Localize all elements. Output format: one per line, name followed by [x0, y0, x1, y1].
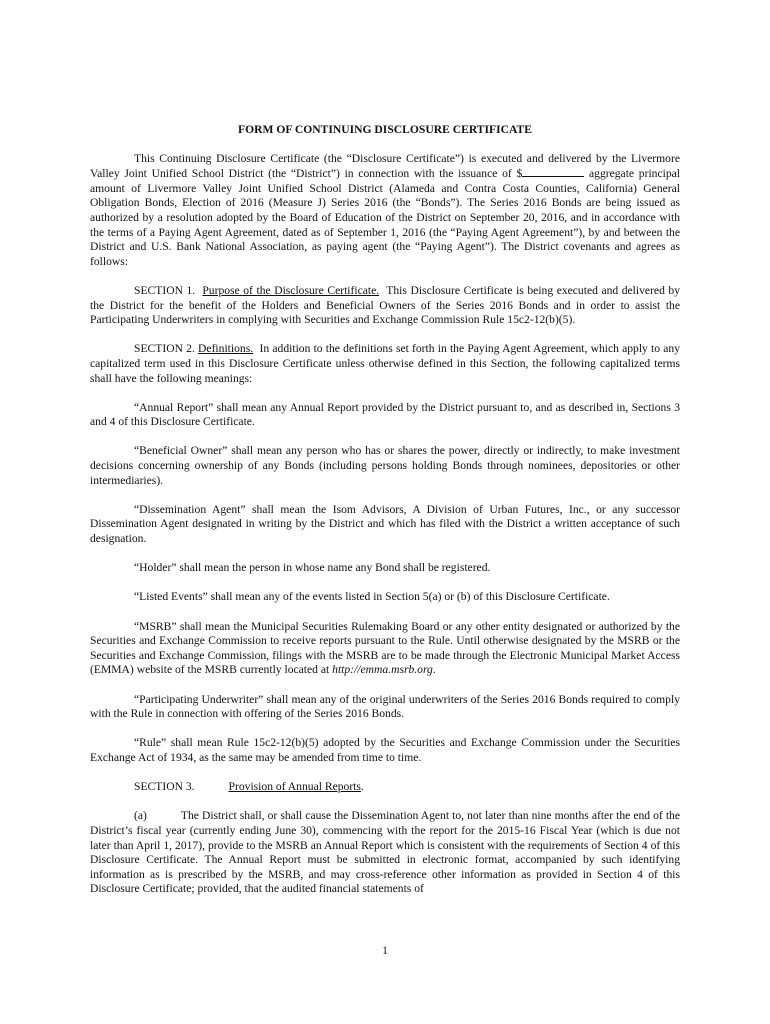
definition-annual-report: “Annual Report” shall mean any Annual Report provided by the District pursuant to, and as described in, Sections 3 and 4 of this Disclosure Certificate.	[90, 400, 680, 429]
section-1-text: This Disclosure Certificate is being executed and delivered by the District for the benefit of the Holders and Beneficial Owners of the Series 2016 Bonds and in order to assist the Participating Underwriters in complying with Securities and Exchange Commission Rule 15c2-12(b)(5).	[90, 283, 681, 327]
intro-text-start: This Continuing Disclosure Certificate (the “Disclosure Certificate”) is executed and delivered by the Livermore Valley Joint Unified School District (the “District”) in connection with the issuance of $	[90, 151, 680, 181]
section-3a-text: The District shall, or shall cause the Dissemination Agent to, not later than nine months after the end of the District’s fiscal year (currently ending June 30), commencing with the report for the 2015-16 Fiscal Year (which is due not later than April 1, 2017), provide to the MSRB an Annual Report which is consistent with the requirements of Section 4 of this Disclosure Certificate. The Annual Report must be submitted in electronic format, accompanied by such identifying information as is prescribed by the MSRB, and may cross-reference other information as provided in Section 4 of this Disclosure Certificate; provided, that the audited financial statements of	[90, 809, 680, 896]
section-2-label: SECTION 2.	[134, 342, 195, 356]
emma-link[interactable]: http://emma.msrb.org	[332, 663, 433, 677]
intro-paragraph	[90, 152, 680, 270]
intro-text-end: aggregate principal amount of Livermore Valley Joint Unified School District (Alameda and Contra Costa Counties, California) General Obligation Bonds, Election of 2016 (Measure J) Series 2016 (the “Bonds”). The Series 2016 Bonds are being issued as authorized by a resolution adopted by the Board of Education of the District on September 20, 2016, and in accordance with the terms of a Paying Agent Agreement, dated as of September 1, 2016 (the “Paying Agent Agreement”), by and between the District and U.S. Bank National Association, as paying agent (the “Paying Agent”). The District covenants and agrees as follows:	[90, 167, 680, 268]
document-title: FORM OF CONTINUING DISCLOSURE CERTIFICATE	[238, 123, 532, 136]
section-2-paragraph	[90, 342, 680, 386]
section-1-heading: Purpose of the Disclosure Certificate.	[202, 283, 380, 297]
page-number: 1	[382, 944, 388, 957]
section-1-label: SECTION 1.	[134, 283, 196, 297]
definition-rule: “Rule” shall mean Rule 15c2-12(b)(5) adopted by the Securities and Exchange Commission under the Securities Exchange Act of 1934, as the same may be amended from time to time.	[90, 736, 680, 764]
section-3a-label: (a)	[134, 809, 147, 823]
section-1-paragraph	[90, 284, 680, 328]
section-3-heading-end: .	[360, 780, 364, 794]
document-body	[90, 123, 680, 911]
section-2-heading: Definitions.	[198, 342, 254, 356]
msrb-text: “MSRB” shall mean the Municipal Securities Rulemaking Board or any other entity designated or authorized by the Securities and Exchange Commission to receive reports pursuant to the Rule. Until otherwise designated by the MSRB or the Securities and Exchange Commission, filings with the MSRB are to be made through the Electronic Municipal Market Access (EMMA) website of the MSRB currently located at	[90, 619, 680, 677]
section-3-heading: Provision of Annual Reports	[228, 780, 361, 794]
definition-beneficial-owner: “Beneficial Owner” shall mean any person who has or shares the power, directly or indirectly, to make investment decisions concerning ownership of any Bonds (including persons holding Bonds through nominees, depositories or other intermediaries).	[90, 444, 680, 487]
definition-holder: “Holder” shall mean the person in whose name any Bond shall be registered.	[134, 561, 491, 575]
definition-dissemination-agent: “Dissemination Agent” shall mean the Isom Advisors, A Division of Urban Futures, Inc., or any successor Dissemination Agent designated in writing by the District and which has filed with the District a written acceptance of such designation.	[90, 502, 680, 546]
section-3-heading-line	[90, 780, 680, 795]
amount-blank	[522, 166, 584, 177]
section-2-text: In addition to the definitions set forth in the Paying Agent Agreement, which apply to any capitalized term used in this Disclosure Certificate unless otherwise defined in this Section, the following capitalized terms shall have the following meanings:	[90, 342, 681, 385]
section-3a-paragraph	[90, 809, 680, 897]
section-3-label: SECTION 3.	[134, 780, 195, 794]
definition-listed-events: “Listed Events” shall mean any of the events listed in Section 5(a) or (b) of this Disclosure Certificate.	[134, 590, 610, 604]
definition-participating-underwriter: “Participating Underwriter” shall mean any of the original underwriters of the Series 2016 Bonds required to comply with the Rule in connection with offering of the Series 2016 Bonds.	[90, 692, 680, 721]
msrb-end: .	[432, 663, 436, 677]
definition-msrb	[90, 620, 680, 678]
